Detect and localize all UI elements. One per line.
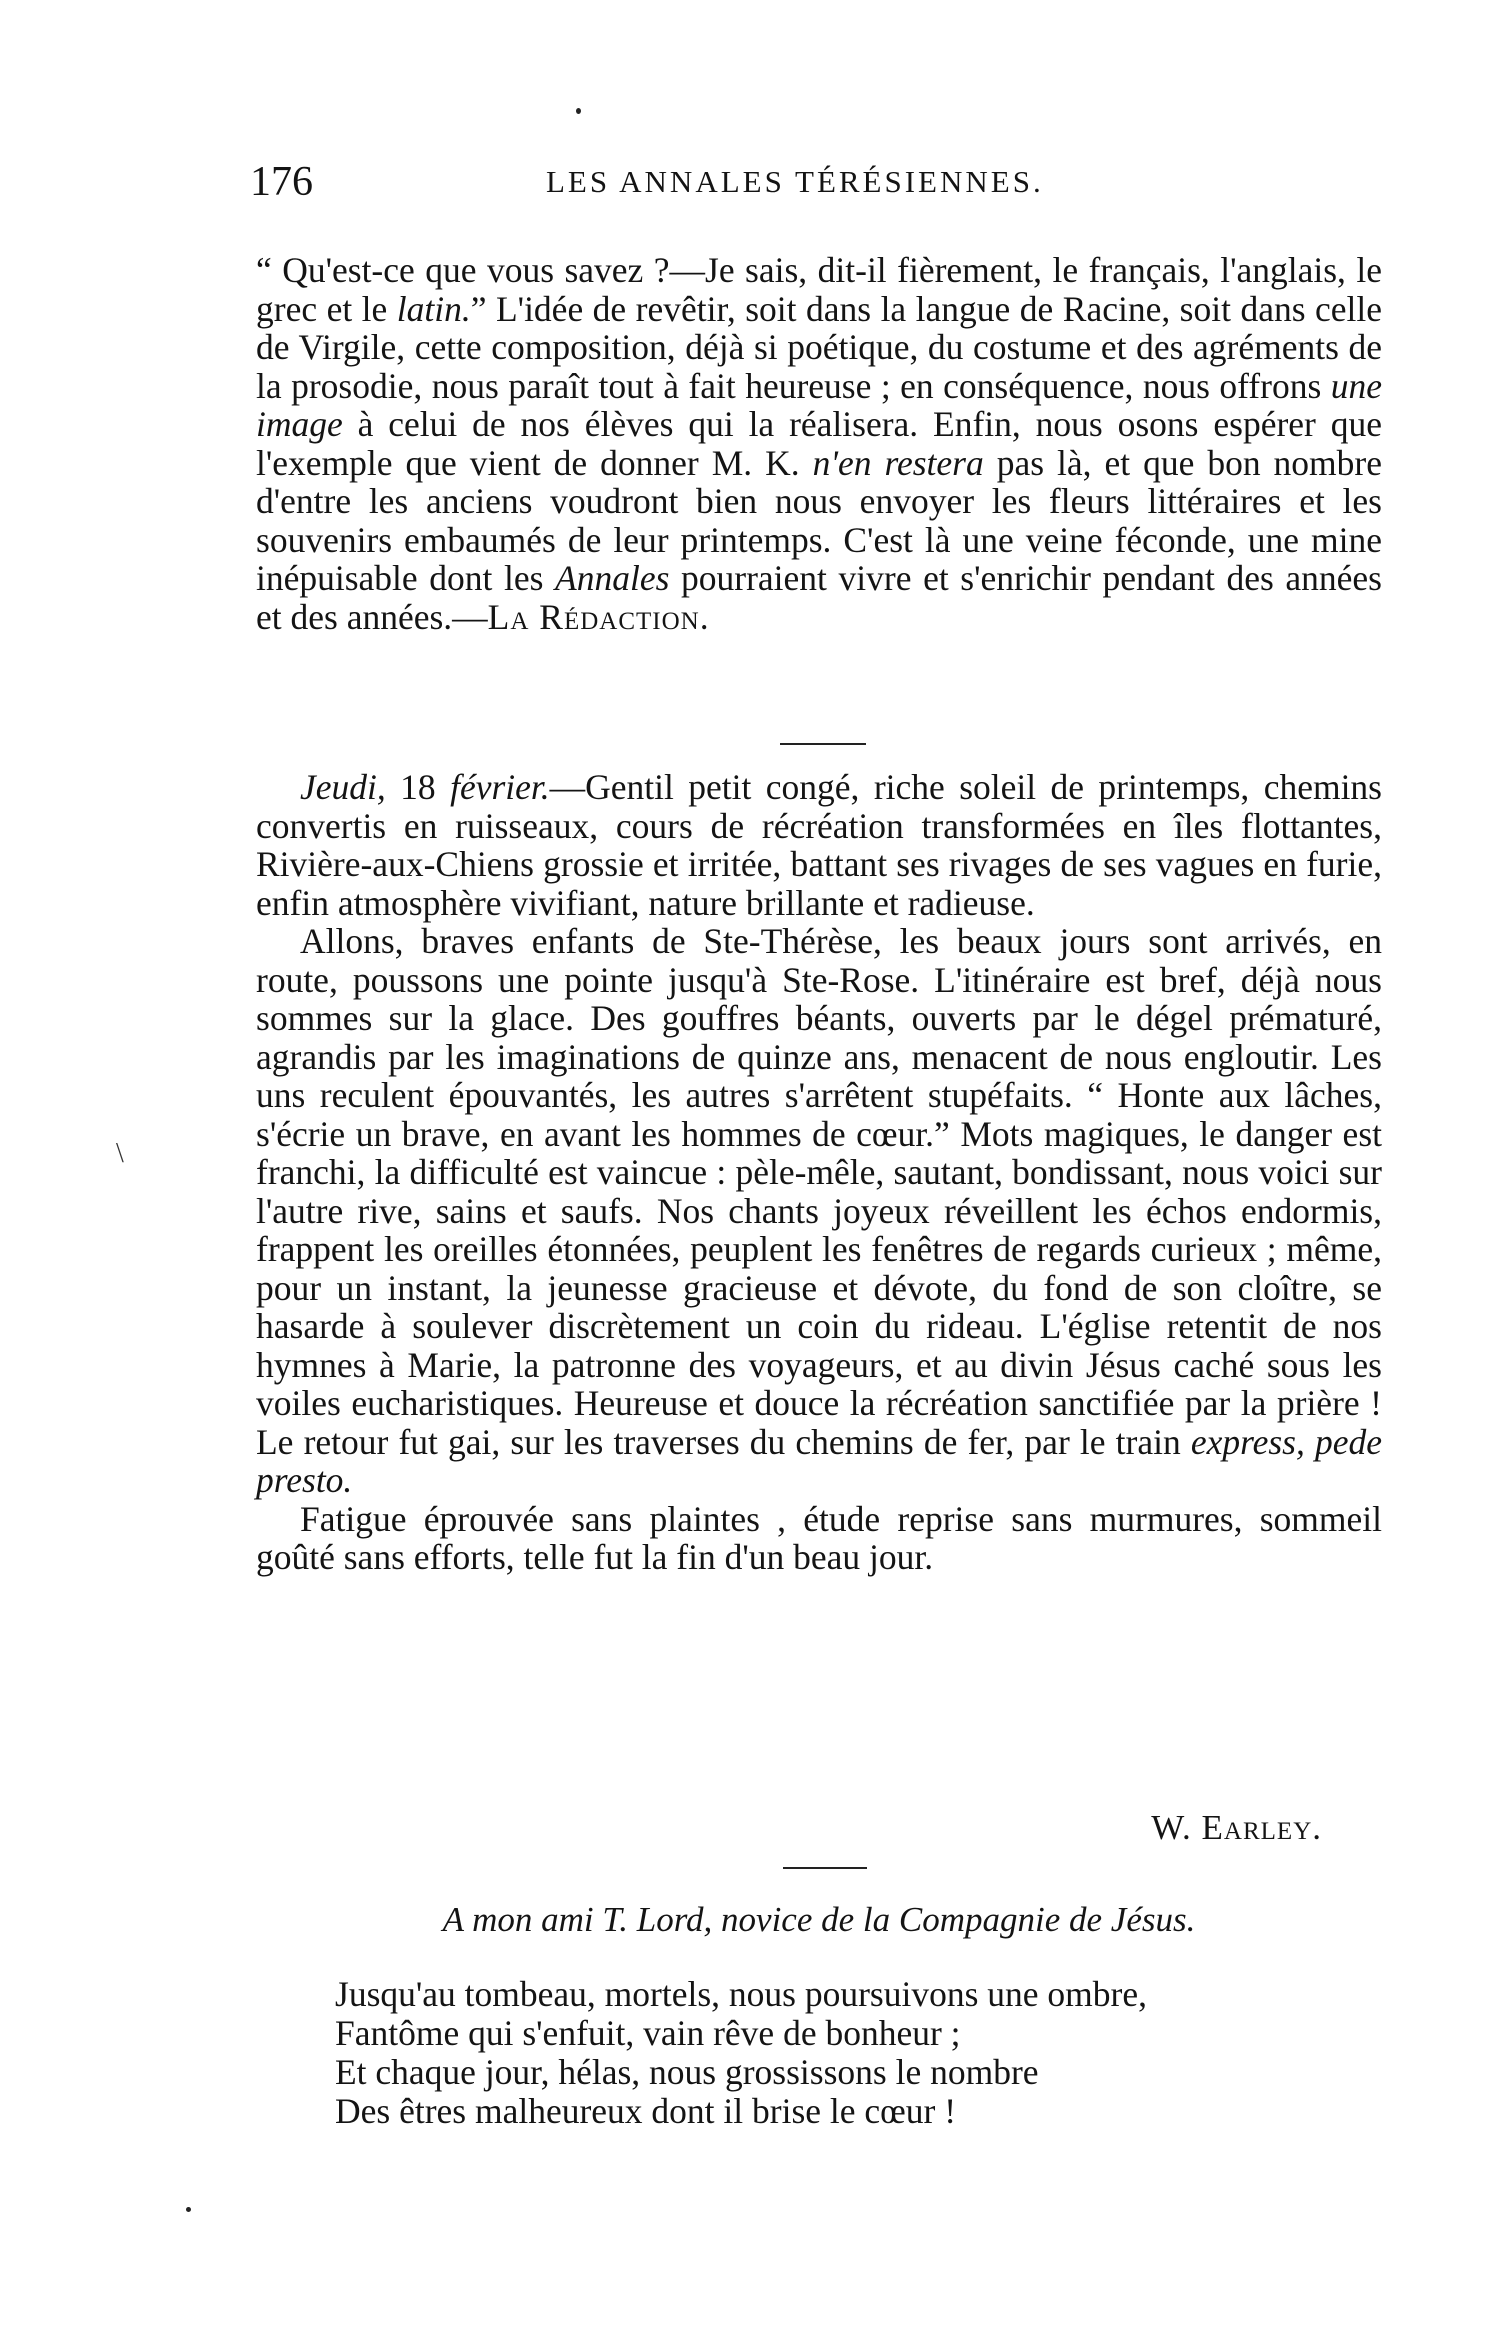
running-title: LES ANNALES TÉRÉSIENNES. — [546, 164, 1044, 199]
emphasis-text: Annales — [555, 558, 670, 598]
paragraph-diary-entry — [256, 768, 1382, 1577]
paragraph-excursion — [256, 922, 1382, 1500]
text-run: à celui de nos élèves qui la réalisera. Enfin, nous osons espérer que l'exemple que vient de donner M. K. — [256, 404, 1382, 483]
section-divider — [783, 1867, 867, 1869]
emphasis-text: n'en restera — [812, 442, 984, 483]
emphasis-text: une image — [256, 365, 1382, 444]
page-number: 176 — [250, 159, 313, 205]
editorial-signature: La Rédaction. — [487, 596, 710, 637]
entry-month: février. — [450, 767, 550, 807]
paragraph-editorial-note — [256, 251, 1382, 636]
author-signature: W. Earley. — [1151, 1808, 1322, 1847]
text-run: ” L'idée de revêtir, soit dans la langue de Racine, soit dans celle de Virgile, cette composition, déjà si poétique, du costume et des agréments de la prosodie, nous paraît tout à fait heureuse ; en conséquence, nous offrons — [256, 288, 1383, 406]
paragraph-conclusion: Fatigue éprouvée sans plaintes , étude reprise sans murmures, sommeil goûté sans efforts, telle fut la fin d'un beau jour. — [256, 1498, 1382, 1577]
text-run: pas là, et que bon nombre d'entre les anciens voudront bien nous envoyer les fleurs littéraires et les souvenirs embaumés de leur printemps. C'est là une veine féconde, une mine inépuisable dont les — [256, 442, 1382, 598]
poem-stanza — [335, 1975, 1147, 2131]
margin-mark: \ — [116, 1138, 124, 1169]
section-divider — [780, 743, 866, 745]
text-run: 18 — [385, 767, 451, 807]
text-run: —Gentil petit congé, riche soleil de printemps, chemins convertis en ruisseaux, cours de récréation transformées en îles flottantes, Rivière-aux-Chiens grossie et irritée, battant ses rivages de ses vagues en furie, enfin atmosphère vivifiant, nature brillante et radieuse. — [256, 767, 1382, 923]
poem-dedication: A mon ami T. Lord, novice de la Compagnie de Jésus. — [442, 1900, 1196, 1939]
poem-line: Des êtres malheureux dont il brise le cœur ! — [335, 2091, 957, 2131]
entry-day: Jeudi, — [300, 767, 386, 807]
poem-line: Jusqu'au tombeau, mortels, nous poursuivons une ombre, — [335, 1974, 1147, 2014]
emphasis-text: express, pede presto. — [256, 1421, 1382, 1500]
text-run: pourraient vivre et s'enrichir pendant des années et des années.— — [256, 558, 1382, 637]
text-run: “ Qu'est-ce que vous savez ?—Je sais, dit-il fièrement, le français, l'anglais, le grec et le — [256, 250, 1382, 329]
poem-line: Fantôme qui s'enfuit, vain rêve de bonheur ; — [335, 2013, 961, 2053]
poem-line: Et chaque jour, hélas, nous grossissons le nombre — [335, 2052, 1039, 2092]
page-header — [250, 158, 1390, 208]
ink-speck — [576, 108, 581, 114]
text-run: Allons, braves enfants de Ste-Thérèse, les beaux jours sont arrivés, en route, poussons une pointe jusqu'à Ste-Rose. L'itinéraire est bref, déjà nous sommes sur la glace. Des gouffres béants, ouverts par le dégel prématuré, agrandis par les imaginations de quinze ans, menacent de nous engloutir. Les uns reculent épouvantés, les autres s'arrêtent stupéfaits. “ Honte aux lâches, s'écrie un brave, en avant les hommes de cœur.” Mots magiques, le danger est franchi, la difficulté est vaincue : pèle-mêle, sautant, bondissant, nous voici sur l'autre rive, sains et saufs. Nos chants joyeux réveillent les échos endormis, frappent les oreilles étonnées, peuplent les fenêtres de regards curieux ; même, pour un instant, la jeunesse gracieuse et dévote, du fond de son cloître, se hasarde à soulever discrètement un coin du rideau. L'église retentit de nos hymnes à Marie, la patronne des voyageurs, et au divin Jésus caché sous les voiles eucharistiques. Heureuse et douce la récréation sanctifiée par la prière ! Le retour fut gai, sur les traverses du chemins de fer, par le train — [256, 921, 1382, 1462]
ink-speck — [186, 2207, 191, 2212]
emphasis-text: latin. — [396, 288, 471, 329]
